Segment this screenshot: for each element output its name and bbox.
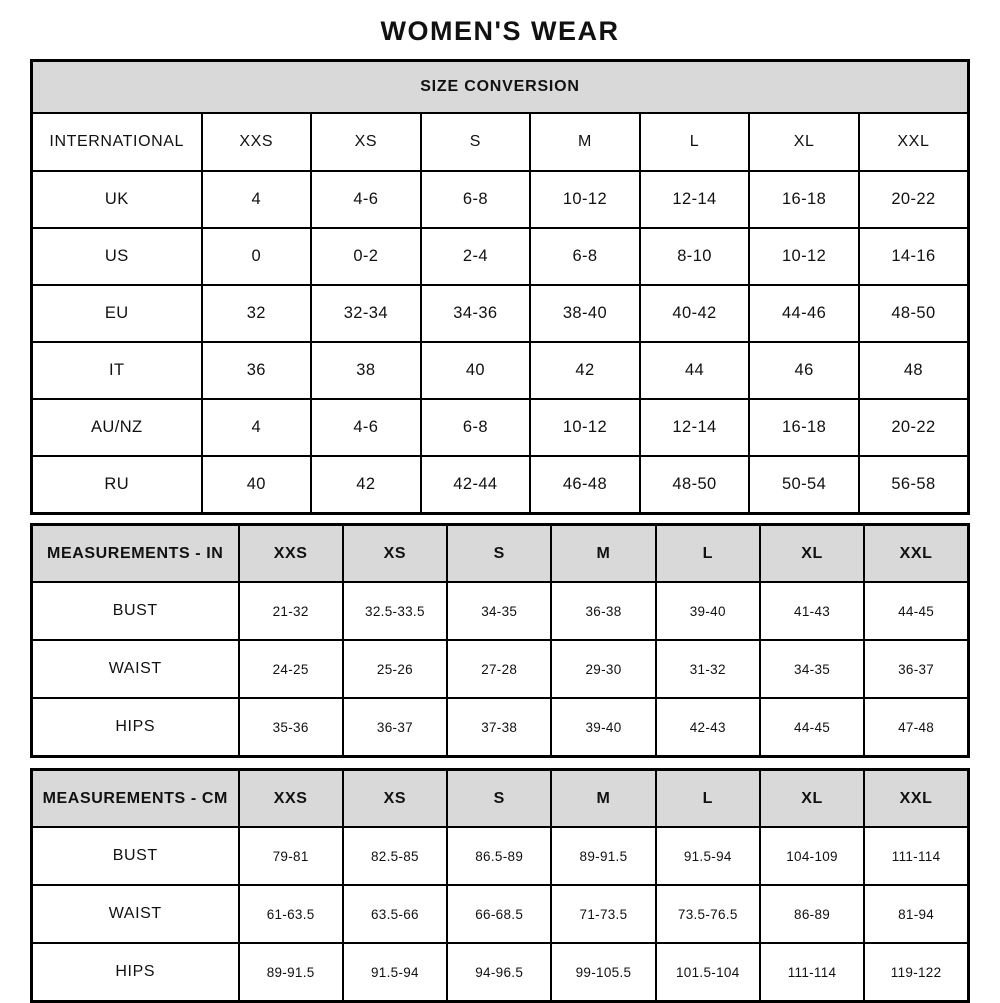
table-cell: 41-43 [760, 582, 864, 640]
row-label: IT [32, 342, 202, 399]
table-row [32, 61, 969, 114]
row-label: BUST [32, 582, 239, 640]
table-cell: 38-40 [530, 285, 640, 342]
table-cell: 34-35 [760, 640, 864, 698]
column-header: MEASUREMENTS - CM [32, 770, 239, 828]
table-cell: 46 [749, 342, 859, 399]
table-cell: 94-96.5 [447, 943, 551, 1002]
table-row [32, 582, 969, 640]
table-cell: 6-8 [421, 399, 531, 456]
table-cell: 4 [202, 171, 312, 228]
column-header: S [447, 770, 551, 828]
table-cell: 39-40 [656, 582, 760, 640]
measurements-cm-table [30, 768, 970, 1003]
table-cell: 86.5-89 [447, 827, 551, 885]
column-header: XXL [859, 113, 969, 171]
table-cell: 20-22 [859, 171, 969, 228]
table-cell: 66-68.5 [447, 885, 551, 943]
row-label: WAIST [32, 640, 239, 698]
table-cell: 104-109 [760, 827, 864, 885]
table-cell: 86-89 [760, 885, 864, 943]
table-cell: 42 [311, 456, 421, 514]
table-cell: 2-4 [421, 228, 531, 285]
table-cell: 44-46 [749, 285, 859, 342]
table-cell: 42 [530, 342, 640, 399]
measurements-in-table [30, 523, 970, 758]
table-cell: 32.5-33.5 [343, 582, 447, 640]
table-caption: SIZE CONVERSION [32, 61, 969, 114]
page-title: WOMEN'S WEAR [380, 16, 620, 46]
column-header: S [421, 113, 531, 171]
table-cell: 89-91.5 [551, 827, 655, 885]
table-cell: 50-54 [749, 456, 859, 514]
table-row [32, 770, 969, 828]
table-cell: 31-32 [656, 640, 760, 698]
size-chart-page [30, 0, 970, 1003]
table-cell: 71-73.5 [551, 885, 655, 943]
table-cell: 119-122 [864, 943, 968, 1002]
column-header: XL [760, 770, 864, 828]
table-cell: 10-12 [530, 399, 640, 456]
table-cell: 40 [421, 342, 531, 399]
table-row [32, 885, 969, 943]
table-cell: 42-43 [656, 698, 760, 757]
row-label: WAIST [32, 885, 239, 943]
column-header: XXS [202, 113, 312, 171]
table-cell: 20-22 [859, 399, 969, 456]
table-cell: 46-48 [530, 456, 640, 514]
table-cell: 14-16 [859, 228, 969, 285]
column-header: M [530, 113, 640, 171]
row-label: HIPS [32, 943, 239, 1002]
table-row [32, 827, 969, 885]
table-cell: 40-42 [640, 285, 750, 342]
column-header: S [447, 525, 551, 583]
table-cell: 48-50 [640, 456, 750, 514]
table-cell: 32 [202, 285, 312, 342]
table-cell: 32-34 [311, 285, 421, 342]
table-cell: 111-114 [864, 827, 968, 885]
table-cell: 47-48 [864, 698, 968, 757]
column-header: M [551, 525, 655, 583]
table-cell: 91.5-94 [343, 943, 447, 1002]
table-row [32, 342, 969, 399]
table-row [32, 399, 969, 456]
table-row [32, 698, 969, 757]
column-header: XXL [864, 770, 968, 828]
table-cell: 16-18 [749, 171, 859, 228]
table-cell: 82.5-85 [343, 827, 447, 885]
table-cell: 34-35 [447, 582, 551, 640]
row-label: HIPS [32, 698, 239, 757]
column-header: XL [760, 525, 864, 583]
table-cell: 16-18 [749, 399, 859, 456]
table-cell: 48 [859, 342, 969, 399]
table-cell: 12-14 [640, 171, 750, 228]
table-cell: 6-8 [530, 228, 640, 285]
table-cell: 99-105.5 [551, 943, 655, 1002]
table-cell: 29-30 [551, 640, 655, 698]
table-cell: 36-37 [864, 640, 968, 698]
column-header: L [656, 770, 760, 828]
table-cell: 79-81 [239, 827, 343, 885]
column-header: XL [749, 113, 859, 171]
table-cell: 48-50 [859, 285, 969, 342]
table-cell: 42-44 [421, 456, 531, 514]
size-conversion-table [30, 59, 970, 515]
column-header: XXL [864, 525, 968, 583]
column-header: L [640, 113, 750, 171]
table-cell: 37-38 [447, 698, 551, 757]
table-cell: 63.5-66 [343, 885, 447, 943]
table-cell: 4-6 [311, 171, 421, 228]
table-row [32, 228, 969, 285]
table-cell: 10-12 [530, 171, 640, 228]
table-row [32, 525, 969, 583]
table-cell: 34-36 [421, 285, 531, 342]
table-cell: 38 [311, 342, 421, 399]
table-cell: 36 [202, 342, 312, 399]
table-cell: 35-36 [239, 698, 343, 757]
table-cell: 4 [202, 399, 312, 456]
table-cell: 61-63.5 [239, 885, 343, 943]
table-cell: 8-10 [640, 228, 750, 285]
table-cell: 6-8 [421, 171, 531, 228]
table-cell: 10-12 [749, 228, 859, 285]
table-cell: 12-14 [640, 399, 750, 456]
table-cell: 44-45 [864, 582, 968, 640]
table-cell: 40 [202, 456, 312, 514]
table-cell: 24-25 [239, 640, 343, 698]
table-cell: 56-58 [859, 456, 969, 514]
table-row [32, 171, 969, 228]
column-header: M [551, 770, 655, 828]
table-cell: 101.5-104 [656, 943, 760, 1002]
table-cell: 0 [202, 228, 312, 285]
row-label: US [32, 228, 202, 285]
column-header: XXS [239, 525, 343, 583]
row-label: EU [32, 285, 202, 342]
row-label: RU [32, 456, 202, 514]
table-row [32, 943, 969, 1002]
column-header: XS [311, 113, 421, 171]
table-cell: 4-6 [311, 399, 421, 456]
table-row [32, 640, 969, 698]
table-cell: 89-91.5 [239, 943, 343, 1002]
column-header: INTERNATIONAL [32, 113, 202, 171]
table-cell: 44-45 [760, 698, 864, 757]
table-row [32, 285, 969, 342]
table-cell: 39-40 [551, 698, 655, 757]
table-cell: 73.5-76.5 [656, 885, 760, 943]
row-label: AU/NZ [32, 399, 202, 456]
table-cell: 36-38 [551, 582, 655, 640]
table-row [32, 456, 969, 514]
table-cell: 21-32 [239, 582, 343, 640]
table-cell: 0-2 [311, 228, 421, 285]
column-header: MEASUREMENTS - IN [32, 525, 239, 583]
column-header: XXS [239, 770, 343, 828]
table-cell: 44 [640, 342, 750, 399]
table-cell: 91.5-94 [656, 827, 760, 885]
table-cell: 36-37 [343, 698, 447, 757]
table-cell: 111-114 [760, 943, 864, 1002]
row-label: UK [32, 171, 202, 228]
table-cell: 27-28 [447, 640, 551, 698]
column-header: L [656, 525, 760, 583]
column-header: XS [343, 525, 447, 583]
table-row [32, 113, 969, 171]
row-label: BUST [32, 827, 239, 885]
table-cell: 25-26 [343, 640, 447, 698]
table-cell: 81-94 [864, 885, 968, 943]
column-header: XS [343, 770, 447, 828]
